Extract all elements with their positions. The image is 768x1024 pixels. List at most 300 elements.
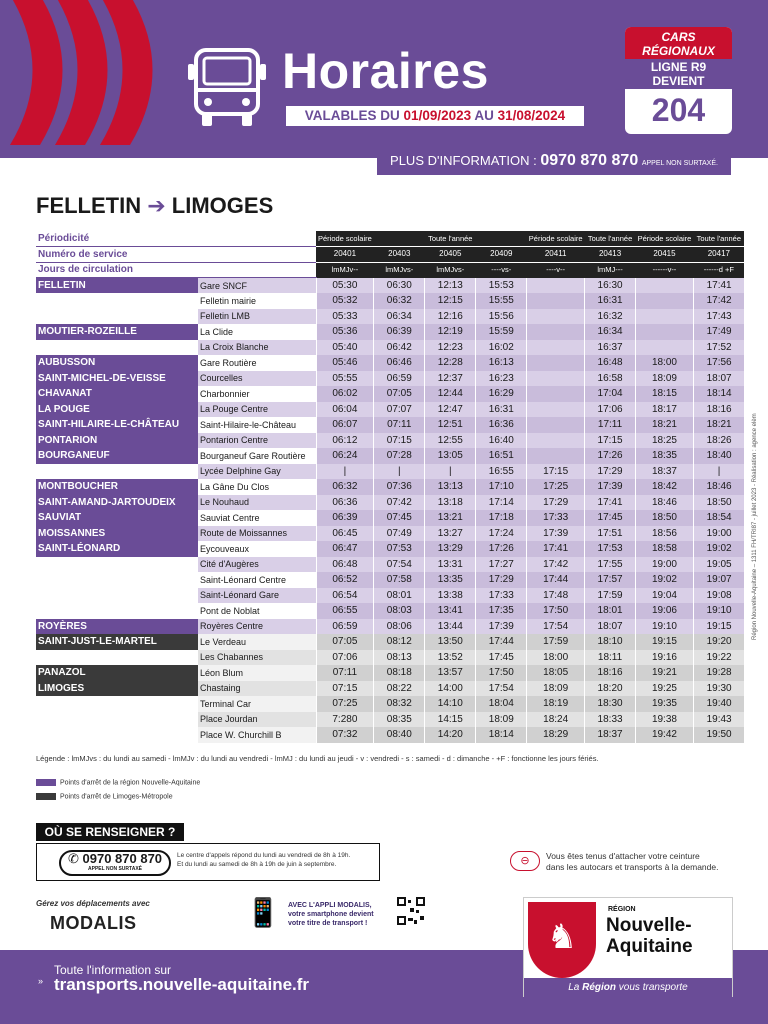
service-number: 20409: [476, 247, 527, 263]
app-line3: votre titre de transport !: [288, 920, 368, 927]
time-cell: [527, 293, 585, 309]
time-cell: 07:11: [316, 665, 374, 681]
time-cell: [527, 309, 585, 325]
days-code: lmMJvs-: [425, 262, 476, 278]
stop-town: SAINT-LÉONARD: [36, 541, 198, 557]
time-cell: [636, 324, 694, 340]
time-cell: 17:15: [585, 433, 636, 449]
time-cell: [527, 448, 585, 464]
time-cell: 12:16: [425, 309, 476, 325]
time-cell: 06:39: [374, 324, 425, 340]
stop-name: Cité d'Augères: [198, 557, 316, 573]
time-cell: 18:21: [636, 417, 694, 433]
time-cell: 17:11: [585, 417, 636, 433]
stop-name: Saint-Léonard Centre: [198, 572, 316, 588]
time-cell: 17:50: [476, 665, 527, 681]
legend-key-na: [36, 779, 200, 786]
time-cell: 08:01: [374, 588, 425, 604]
bus-icon: [186, 46, 268, 130]
time-cell: 17:29: [527, 495, 585, 511]
stop-town: MONTBOUCHER: [36, 479, 198, 495]
line-number: 204: [651, 92, 706, 128]
time-cell: 07:49: [374, 526, 425, 542]
time-cell: 05:32: [316, 293, 374, 309]
time-cell: 16:40: [476, 433, 527, 449]
time-cell: 13:31: [425, 557, 476, 573]
stop-town: [36, 712, 198, 728]
time-cell: 17:26: [476, 541, 527, 557]
time-cell: 18:10: [585, 634, 636, 650]
time-cell: 05:33: [316, 309, 374, 325]
periodicity-label: Périodicité: [36, 231, 316, 247]
time-cell: 17:14: [476, 495, 527, 511]
time-cell: 19:06: [636, 603, 694, 619]
time-cell: 17:33: [476, 588, 527, 604]
time-cell: 08:18: [374, 665, 425, 681]
slogan-a: La: [568, 982, 583, 993]
lion-crest-icon: [528, 902, 596, 978]
time-cell: 17:41: [693, 278, 744, 294]
time-cell: 16:51: [476, 448, 527, 464]
time-cell: 06:46: [374, 355, 425, 371]
table-row: [36, 634, 744, 650]
table-row: [36, 727, 744, 743]
lion-glyph: ♞: [546, 918, 578, 956]
time-cell: 13:38: [425, 588, 476, 604]
periodicity-row: [36, 231, 744, 247]
stop-town: SAINT-MICHEL-DE-VEISSE: [36, 371, 198, 387]
time-cell: 17:24: [476, 526, 527, 542]
time-cell: 18:07: [585, 619, 636, 635]
time-cell: 07:25: [316, 696, 374, 712]
time-cell: 19:38: [636, 712, 694, 728]
service-number: 20417: [693, 247, 744, 263]
time-cell: 08:13: [374, 650, 425, 666]
time-cell: 07:32: [316, 727, 374, 743]
time-cell: |: [425, 464, 476, 480]
stop-name: Lycée Delphine Gay: [198, 464, 316, 480]
stop-town: SAINT-JUST-LE-MARTEL: [36, 634, 198, 650]
time-cell: 06:32: [316, 479, 374, 495]
time-cell: 12:44: [425, 386, 476, 402]
service-number: 20403: [374, 247, 425, 263]
stop-town: [36, 340, 198, 356]
contact-phone-number: 0970 870 870: [82, 851, 163, 866]
time-cell: 18:07: [693, 371, 744, 387]
time-cell: 18:01: [585, 603, 636, 619]
time-cell: 18:17: [636, 402, 694, 418]
stop-town: [36, 727, 198, 743]
stop-name: Pontarion Centre: [198, 433, 316, 449]
time-cell: 06:30: [374, 278, 425, 294]
modalis-logo[interactable]: MODALIS: [50, 913, 137, 933]
time-cell: 19:10: [636, 619, 694, 635]
time-cell: 17:26: [585, 448, 636, 464]
phone-icon: ✆: [67, 851, 79, 866]
contact-hours: [177, 851, 377, 869]
time-cell: 06:24: [316, 448, 374, 464]
seatbelt-icon: ⊖: [510, 851, 540, 871]
side-note: Région Nouvelle-Aquitaine – 1311 FH/TRI87 - juillet 2023 - Réalisation : agence elèm: [752, 413, 758, 640]
time-cell: 17:49: [693, 324, 744, 340]
stop-town: [36, 696, 198, 712]
time-cell: 13:50: [425, 634, 476, 650]
time-cell: 18:30: [585, 696, 636, 712]
time-cell: 08:06: [374, 619, 425, 635]
region-logo: [523, 897, 733, 997]
time-cell: 14:20: [425, 727, 476, 743]
time-cell: 16:34: [585, 324, 636, 340]
time-cell: 08:12: [374, 634, 425, 650]
time-cell: 12:55: [425, 433, 476, 449]
stop-town: [36, 588, 198, 604]
days-code: lmMJ---: [585, 262, 636, 278]
stop-name: Bourganeuf Gare Routière: [198, 448, 316, 464]
swatch-purple: [36, 779, 56, 786]
time-cell: 18:33: [585, 712, 636, 728]
time-cell: 05:36: [316, 324, 374, 340]
hours-line2: Et du lundi au samedi de 8h à 19h de juin à septembre.: [177, 861, 337, 868]
table-row: [36, 448, 744, 464]
time-cell: 18:29: [527, 727, 585, 743]
table-row: [36, 526, 744, 542]
time-cell: 07:54: [374, 557, 425, 573]
time-cell: 19:15: [693, 619, 744, 635]
time-cell: 19:50: [693, 727, 744, 743]
time-cell: 19:30: [693, 681, 744, 697]
service-number: 20415: [636, 247, 694, 263]
stop-name: La Gâne Du Clos: [198, 479, 316, 495]
time-cell: 06:47: [316, 541, 374, 557]
time-cell: 17:56: [693, 355, 744, 371]
time-cell: 18:50: [636, 510, 694, 526]
stop-town: PONTARION: [36, 433, 198, 449]
footer-url[interactable]: transports.nouvelle-aquitaine.fr: [54, 975, 310, 994]
time-cell: 07:11: [374, 417, 425, 433]
time-cell: [636, 278, 694, 294]
legend-key-lm: [36, 793, 173, 800]
table-row: [36, 572, 744, 588]
table-row: [36, 309, 744, 325]
time-cell: 16:31: [476, 402, 527, 418]
time-cell: 17:39: [476, 619, 527, 635]
time-cell: 17:18: [476, 510, 527, 526]
swatch-dark: [36, 793, 56, 800]
valid-to-date: 31/08/2024: [497, 108, 566, 123]
time-cell: 18:58: [636, 541, 694, 557]
table-row: [36, 603, 744, 619]
time-cell: 17:04: [585, 386, 636, 402]
table-row: [36, 665, 744, 681]
time-cell: 06:07: [316, 417, 374, 433]
time-cell: 18:19: [527, 696, 585, 712]
contact-phone-note: APPEL NON SURTAXÉ: [88, 866, 142, 872]
table-row: [36, 650, 744, 666]
time-cell: 18:04: [476, 696, 527, 712]
time-cell: 17:42: [693, 293, 744, 309]
time-cell: 13:21: [425, 510, 476, 526]
time-cell: 19:22: [693, 650, 744, 666]
table-row: [36, 464, 744, 480]
time-cell: 13:57: [425, 665, 476, 681]
stop-name: Le Verdeau: [198, 634, 316, 650]
time-cell: 19:08: [693, 588, 744, 604]
service-number: 20413: [585, 247, 636, 263]
stop-name: Léon Blum: [198, 665, 316, 681]
time-cell: 06:54: [316, 588, 374, 604]
time-cell: 16:48: [585, 355, 636, 371]
time-cell: 18:46: [693, 479, 744, 495]
time-cell: 17:33: [527, 510, 585, 526]
table-row: [36, 402, 744, 418]
time-cell: 18:14: [476, 727, 527, 743]
info-note: APPEL NON SURTAXÉ.: [641, 160, 718, 167]
time-cell: 19:07: [693, 572, 744, 588]
time-cell: [636, 340, 694, 356]
time-cell: 12:19: [425, 324, 476, 340]
days-code: ------v--: [636, 262, 694, 278]
stop-town: ROYÈRES: [36, 619, 198, 635]
time-cell: 19:28: [693, 665, 744, 681]
table-row: [36, 619, 744, 635]
info-label: PLUS D'INFORMATION :: [390, 153, 541, 168]
stop-name: Saint-Léonard Gare: [198, 588, 316, 604]
time-cell: 18:16: [693, 402, 744, 418]
time-cell: 13:35: [425, 572, 476, 588]
time-cell: [527, 386, 585, 402]
contact-phone[interactable]: [59, 850, 171, 876]
time-cell: 18:37: [636, 464, 694, 480]
time-cell: 14:15: [425, 712, 476, 728]
region-slogan: [524, 978, 732, 997]
days-row: [36, 262, 744, 278]
region-name1: Nouvelle-: [606, 915, 692, 936]
periodicity-cell: Période scolaire: [527, 231, 585, 247]
time-cell: 13:41: [425, 603, 476, 619]
time-cell: 15:53: [476, 278, 527, 294]
time-cell: 17:54: [476, 681, 527, 697]
time-cell: 13:52: [425, 650, 476, 666]
stop-name: Gare SNCF: [198, 278, 316, 294]
time-cell: 17:39: [527, 526, 585, 542]
stop-town: SAUVIAT: [36, 510, 198, 526]
time-cell: 19:02: [636, 572, 694, 588]
time-cell: 13:13: [425, 479, 476, 495]
stop-town: PANAZOL: [36, 665, 198, 681]
time-cell: 17:25: [527, 479, 585, 495]
stop-name: Felletin mairie: [198, 293, 316, 309]
line-badge: [625, 27, 732, 134]
time-cell: 17:57: [585, 572, 636, 588]
time-cell: 17:48: [527, 588, 585, 604]
time-cell: 18:42: [636, 479, 694, 495]
time-cell: 13:18: [425, 495, 476, 511]
service-number: 20401: [316, 247, 374, 263]
time-cell: 05:55: [316, 371, 374, 387]
time-cell: 17:39: [585, 479, 636, 495]
time-cell: 17:29: [585, 464, 636, 480]
time-cell: 08:22: [374, 681, 425, 697]
time-cell: 19:10: [693, 603, 744, 619]
stop-town: MOISSANNES: [36, 526, 198, 542]
time-cell: 12:51: [425, 417, 476, 433]
stop-town: [36, 309, 198, 325]
time-cell: 16:31: [585, 293, 636, 309]
time-cell: 07:58: [374, 572, 425, 588]
time-cell: 06:52: [316, 572, 374, 588]
stop-name: Gare Routière: [198, 355, 316, 371]
time-cell: [527, 340, 585, 356]
days-code: ------d +F: [693, 262, 744, 278]
time-cell: 17:44: [476, 634, 527, 650]
time-cell: 17:27: [476, 557, 527, 573]
time-cell: 17:41: [585, 495, 636, 511]
time-cell: 15:56: [476, 309, 527, 325]
time-cell: 07:28: [374, 448, 425, 464]
time-cell: 13:05: [425, 448, 476, 464]
time-cell: 16:37: [585, 340, 636, 356]
qr-code-icon[interactable]: [396, 896, 426, 926]
stop-name: Route de Moissannes: [198, 526, 316, 542]
info-phone[interactable]: 0970 870 870: [540, 152, 639, 169]
days-code: ----vs-: [476, 262, 527, 278]
time-cell: 18:56: [636, 526, 694, 542]
smartphone-icon: 📱: [245, 897, 281, 928]
header-banner: [0, 0, 768, 158]
validity-period: [284, 104, 586, 128]
stop-town: SAINT-AMAND-JARTOUDEIX: [36, 495, 198, 511]
time-cell: 18:37: [585, 727, 636, 743]
time-cell: 06:32: [374, 293, 425, 309]
time-cell: 13:44: [425, 619, 476, 635]
time-cell: 16:58: [585, 371, 636, 387]
valid-from-date: 01/09/2023: [403, 108, 472, 123]
days-label: Jours de circulation: [36, 262, 316, 278]
time-cell: 12:37: [425, 371, 476, 387]
time-cell: 17:51: [585, 526, 636, 542]
time-cell: 06:36: [316, 495, 374, 511]
validity-prefix: VALABLES DU: [304, 108, 404, 123]
time-cell: 08:03: [374, 603, 425, 619]
time-cell: 19:04: [636, 588, 694, 604]
stop-name: Le Nouhaud: [198, 495, 316, 511]
time-cell: 05:46: [316, 355, 374, 371]
contact-box: [36, 843, 380, 881]
time-cell: 12:23: [425, 340, 476, 356]
time-cell: |: [693, 464, 744, 480]
table-row: [36, 293, 744, 309]
time-cell: 19:05: [693, 557, 744, 573]
time-cell: 06:04: [316, 402, 374, 418]
time-cell: 07:53: [374, 541, 425, 557]
stop-town: LA POUGE: [36, 402, 198, 418]
time-cell: 06:39: [316, 510, 374, 526]
time-cell: 17:52: [693, 340, 744, 356]
table-row: [36, 324, 744, 340]
time-cell: 18:00: [636, 355, 694, 371]
table-row: [36, 696, 744, 712]
time-cell: 18:25: [636, 433, 694, 449]
badge-mid: LIGNE R9 DEVIENT: [625, 59, 732, 89]
stop-name: La Croix Blanche: [198, 340, 316, 356]
time-cell: 18:05: [527, 665, 585, 681]
stop-name: Place Jourdan: [198, 712, 316, 728]
periodicity-cell: Toute l'année: [374, 231, 527, 247]
info-bar: [377, 147, 731, 175]
time-cell: 06:48: [316, 557, 374, 573]
time-cell: 08:32: [374, 696, 425, 712]
slogan-c: vous transporte: [616, 982, 688, 993]
time-cell: [527, 278, 585, 294]
stop-name: Charbonnier: [198, 386, 316, 402]
table-row: [36, 712, 744, 728]
time-cell: 17:10: [476, 479, 527, 495]
stop-town: LIMOGES: [36, 681, 198, 697]
time-cell: 06:34: [374, 309, 425, 325]
legend-text: Légende : lmMJvs : du lundi au samedi - lmMJv : du lundi au vendredi - lmMJ : du lundi au jeudi - v : vendredi - s : samedi - d : dimanche - +F : fonctionne les jours fériés.: [36, 754, 599, 763]
seatbelt-notice: [546, 851, 718, 873]
belt-line1: Vous êtes tenus d'attacher votre ceinture: [546, 851, 700, 861]
time-cell: 16:29: [476, 386, 527, 402]
time-cell: 17:55: [585, 557, 636, 573]
stop-name: Terminal Car: [198, 696, 316, 712]
time-cell: 17:35: [476, 603, 527, 619]
route-from: FELLETIN: [36, 193, 142, 218]
hours-line1: Le centre d'appels répond du lundi au vendredi de 8h à 19h.: [177, 852, 351, 859]
time-cell: 12:28: [425, 355, 476, 371]
time-cell: 17:53: [585, 541, 636, 557]
time-cell: 19:43: [693, 712, 744, 728]
time-cell: 17:59: [585, 588, 636, 604]
modalis-tagline: Gérez vos déplacements avec: [36, 899, 150, 908]
time-cell: 19:00: [693, 526, 744, 542]
time-cell: 07:36: [374, 479, 425, 495]
time-cell: 19:16: [636, 650, 694, 666]
time-cell: 19:42: [636, 727, 694, 743]
time-cell: [636, 309, 694, 325]
time-cell: 16:30: [585, 278, 636, 294]
time-cell: 13:29: [425, 541, 476, 557]
app-line1: AVEC L'APPLI MODALIS,: [288, 902, 372, 909]
time-cell: 18:50: [693, 495, 744, 511]
time-cell: 19:00: [636, 557, 694, 573]
time-cell: 05:30: [316, 278, 374, 294]
route-title: [36, 193, 273, 219]
time-cell: 14:10: [425, 696, 476, 712]
stop-town: BOURGANEUF: [36, 448, 198, 464]
stop-name: Chastaing: [198, 681, 316, 697]
time-cell: 17:50: [527, 603, 585, 619]
modalis-app-promo: [288, 901, 374, 928]
page-title: Horaires: [282, 43, 489, 99]
table-row: [36, 479, 744, 495]
time-cell: 17:59: [527, 634, 585, 650]
stop-name: Place W. Churchill B: [198, 727, 316, 743]
chevron-right-icon: »: [38, 976, 44, 986]
time-cell: 18:09: [476, 712, 527, 728]
validity-mid: AU: [471, 108, 498, 123]
stop-town: AUBUSSON: [36, 355, 198, 371]
time-cell: [527, 371, 585, 387]
time-cell: [527, 355, 585, 371]
time-cell: 07:07: [374, 402, 425, 418]
table-row: [36, 371, 744, 387]
time-cell: 18:21: [693, 417, 744, 433]
stop-town: [36, 464, 198, 480]
stop-town: CHAVANAT: [36, 386, 198, 402]
time-cell: 17:41: [527, 541, 585, 557]
time-cell: [527, 402, 585, 418]
